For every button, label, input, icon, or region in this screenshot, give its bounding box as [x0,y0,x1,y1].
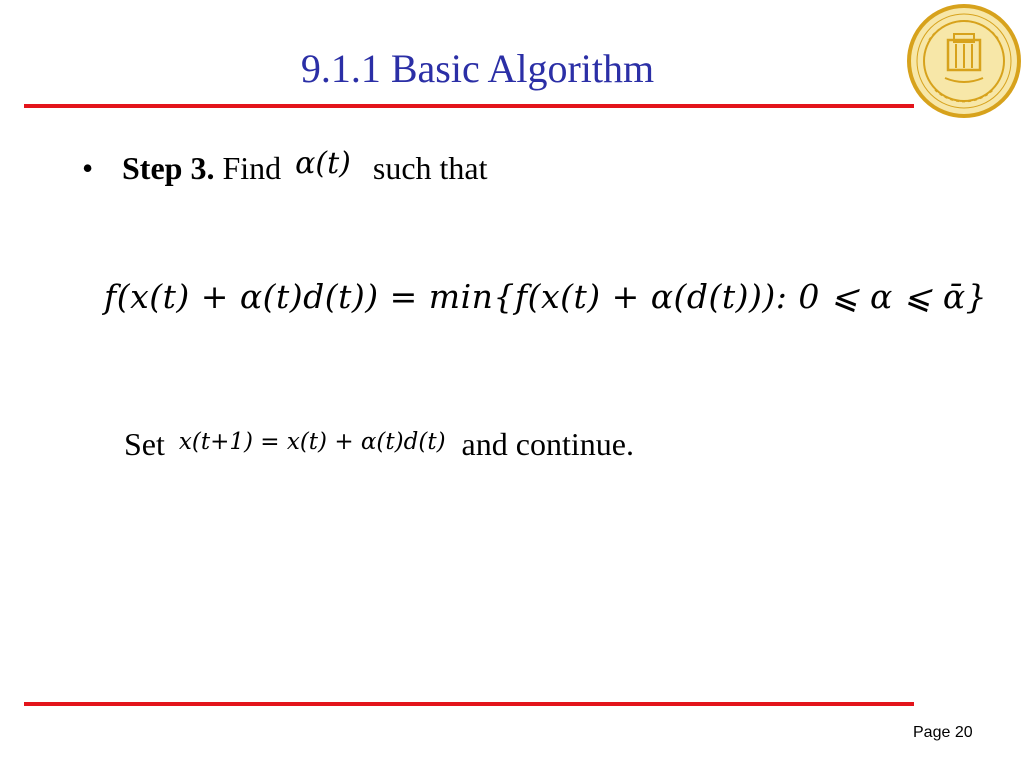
bullet-icon: • [82,150,94,186]
uc-davis-seal-icon [905,2,1023,120]
set-text: Set [124,426,165,462]
such-that-text: such that [372,150,488,186]
slide-title: 9.1.1 Basic Algorithm [300,46,655,91]
step-3-bullet [82,146,488,192]
line-search-equation: f(x(t) + α(t)d(t)) = min{f(x(t) + α(d(t))): 0 ⩽ α ⩽ ᾱ} [104,277,988,316]
title-divider [24,104,914,108]
update-step [124,422,634,470]
find-text: Find [222,150,282,186]
page-number: Page 20 [913,724,973,741]
alpha-t-formula: α(t) [295,146,351,181]
update-equation: x(t+1) = x(t) + α(t)d(t) [178,429,446,455]
continue-text: and continue. [461,426,634,462]
step-label: Step 3. [122,150,215,186]
footer-divider [24,702,914,706]
